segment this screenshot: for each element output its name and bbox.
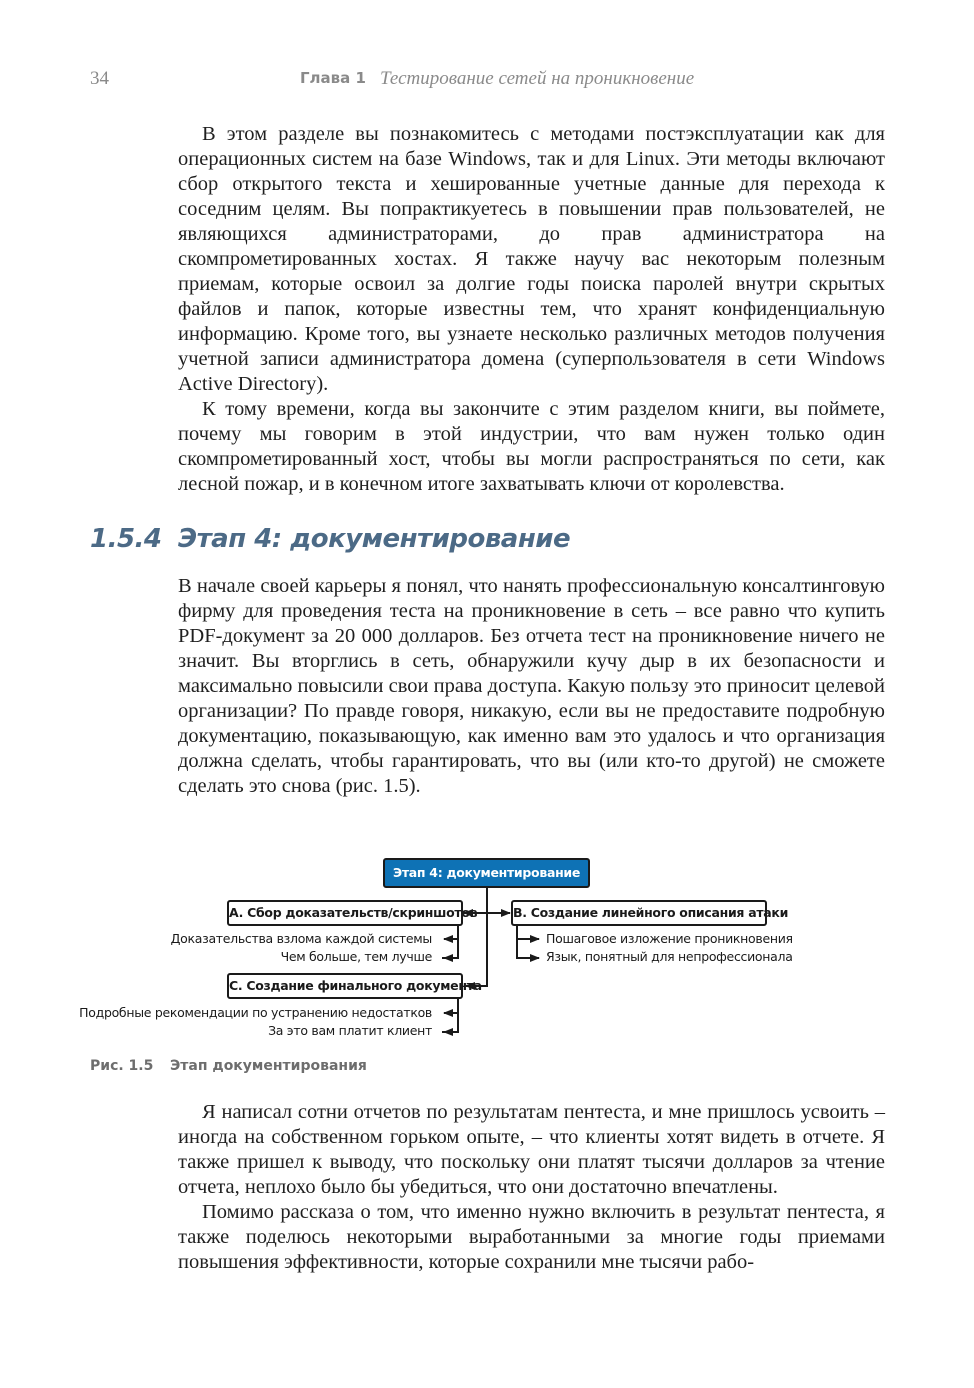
diagram-a-item: Чем больше, тем лучше	[280, 949, 432, 964]
figure-caption-text: Этап документирования	[170, 1058, 367, 1074]
body-text-middle	[178, 574, 885, 799]
chapter-title: Тестирование сетей на проникновение	[380, 68, 695, 89]
documentation-diagram	[0, 850, 974, 1050]
diagram-c-item: За это вам платит клиент	[268, 1023, 432, 1038]
section-number: 1.5.4	[90, 524, 162, 554]
c-item-line	[442, 998, 458, 1032]
chapter-label: Глава 1	[300, 69, 366, 87]
page-number: 34	[90, 68, 109, 89]
diagram-box-c: C. Создание финального документа	[227, 973, 463, 999]
body-text-bottom	[178, 1100, 885, 1275]
paragraph: В начале своей карьеры я понял, что нанять профессиональную консалтинговую фирму для проведения теста на проникновение в сеть – все равно что купить PDF-документ за 20 000 долларов. Без отчета тест на проникновение ничего не значит. Вы вторглись в сеть, обнаружили кучу дыр в их безопасности и максимально повысили свои права доступа. Какую пользу это приносит целевой организации? По правде говоря, никакую, если вы не предоставите подробную документацию, показывающую, как именно вам это удалось и что организация должна сделать, чтобы гарантировать, что вы (или кто-то другой) не сможете сделать это снова (рис. 1.5).	[178, 575, 885, 797]
paragraph: Помимо рассказа о том, что именно нужно включить в результат пентеста, я также поделюсь некоторыми выработанными за многие годы приемами повышения эффективности, которые сохранили мне тысячи рабо-	[178, 1201, 885, 1273]
paragraph: К тому времени, когда вы закончите с этим разделом книги, вы поймете, почему мы говорим в этой индустрии, что вам нужен только один скомпрометированный хост, чтобы вы могли распространяться по сети, как лесной пожар, и в конечном итоге захватывать ключи от королевства.	[178, 398, 885, 495]
a-item-line	[442, 926, 458, 958]
diagram-box-a: A. Сбор доказательств/скриншотов	[227, 900, 463, 926]
running-head	[90, 68, 884, 94]
diagram-b-item: Пошаговое изложение проникновения	[546, 931, 793, 946]
body-text-top	[178, 122, 885, 497]
figure-number: Рис. 1.5	[90, 1058, 154, 1074]
paragraph: В этом разделе вы познакомитесь с методами постэксплуатации как для операционных систем на базе Windows, так и для Linux. Эти методы включают сбор открытого текста и хешированные учетные данные для перехода к соседним целям. Вы попрактикуетесь в повышении прав пользователей, не являющихся администраторами, до прав администратора на скомпрометированных хостах. Я также научу вас некоторым полезным приемам, которые освоил за долгие годы поиска паролей внутри скрытых файлов и папок, которые известны тем, что хранят конфиденциальную информацию. Кроме того, вы узнаете несколько различных методов получения учетной записи администратора домена (суперпользователя в сети Windows Active Directory).	[178, 123, 885, 395]
diagram-box-b: B. Создание линейного описания атаки	[511, 900, 767, 926]
diagram-top-box: Этап 4: документирование	[383, 858, 590, 888]
diagram-c-item: Подробные рекомендации по устранению недостатков	[79, 1005, 432, 1020]
figure-caption	[90, 1058, 367, 1074]
diagram-a-item: Доказательства взлома каждой системы	[170, 931, 432, 946]
section-title: Этап 4: документирование	[178, 524, 571, 554]
b-item-line	[517, 926, 532, 958]
section-heading	[90, 524, 570, 554]
paragraph: Я написал сотни отчетов по результатам пентеста, и мне пришлось усвоить – иногда на собственном горьком опыте, – что клиенты хотят видеть в отчете. Я также пришел к выводу, что поскольку они платят тысячи долларов за чтение отчета, неплохо было бы убедиться, что они достаточно впечатлены.	[178, 1101, 885, 1198]
diagram-b-item: Язык, понятный для непрофессионала	[546, 949, 793, 964]
